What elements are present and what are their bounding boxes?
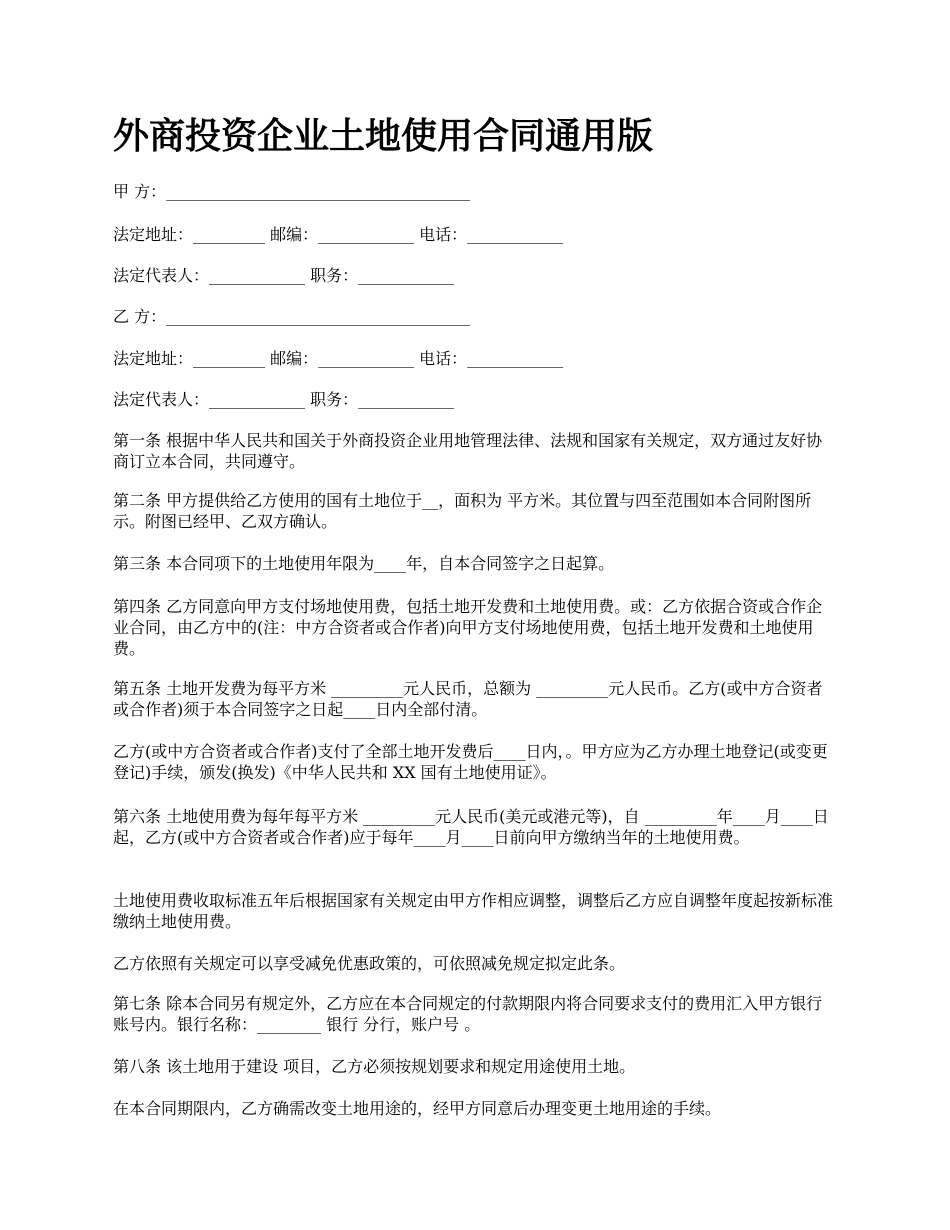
- party-a-address-line: 法定地址：_________ 邮编：____________ 电话：____________: [113, 225, 564, 244]
- article-6-continuation-1: 土地使用费收取标准五年后根据国家有关规定由甲方作相应调整，调整后乙方应自调整年度起按新标准缴纳土地使用费。: [113, 891, 834, 931]
- article-8-continuation: 在本合同期限内，乙方确需改变土地用途的，经甲方同意后办理变更土地用途的手续。: [113, 1099, 722, 1118]
- party-b-address-line: 法定地址：_________ 邮编：____________ 电话：____________: [113, 349, 564, 368]
- article-5-continuation: 乙方(或中方合资者或合作者)支付了全部土地开发费后____日内，。甲方应为乙方办理土地登记(或变更登记)手续，颁发(换发)《中华人民共和 XX 国有土地使用证》。: [113, 742, 828, 782]
- party-a-line: 甲 方：______________________________________: [113, 182, 471, 201]
- party-b-representative-line: 法定代表人：____________ 职务：____________: [113, 390, 455, 409]
- article-1: 第一条 根据中华人民共和国关于外商投资企业用地管理法律、法规和国家有关规定，双方通过友好协商订立本合同，共同遵守。: [113, 431, 823, 471]
- document-title: 外商投资企业土地使用合同通用版: [113, 115, 654, 157]
- article-7: 第七条 除本合同另有规定外，乙方应在本合同规定的付款期限内将合同要求支付的费用汇入甲方银行账号内。银行名称：________ 银行 分行，账户号 。: [113, 994, 823, 1034]
- article-2: 第二条 甲方提供给乙方使用的国有土地位于__，面积为 平方米。其位置与四至范围如本合同附图所示。附图已经甲、乙双方确认。: [113, 491, 812, 531]
- article-6-continuation-2: 乙方依照有关规定可以享受减免优惠政策的，可依照减免规定拟定此条。: [113, 954, 626, 973]
- party-b-line: 乙 方：______________________________________: [113, 307, 471, 326]
- article-6: 第六条 土地使用费为每年每平方米 _________元人民币(美元或港元等)，自 _________年____月____日起，乙方(或中方合资者或合作者)应于每年____月____日前向甲方缴纳当年的土地使用费。: [113, 807, 829, 847]
- party-a-representative-line: 法定代表人：____________ 职务：____________: [113, 266, 455, 285]
- article-4: 第四条 乙方同意向甲方支付场地使用费，包括土地开发费和土地使用费。或：乙方依据合资或合作企业合同，由乙方中的(注：中方合资者或合作者)向甲方支付场地使用费，包括土地开发费和土地使用费。: [113, 597, 823, 658]
- article-3: 第三条 本合同项下的土地使用年限为____年，自本合同签字之日起算。: [113, 554, 615, 573]
- article-8: 第八条 该土地用于建设 项目，乙方必须按规划要求和规定用途使用土地。: [113, 1057, 636, 1076]
- article-5: 第五条 土地开发费为每平方米 _________元人民币，总额为 _________元人民币。乙方(或中方合资者或合作者)须于本合同签字之日起____日内全部付清。: [113, 679, 823, 719]
